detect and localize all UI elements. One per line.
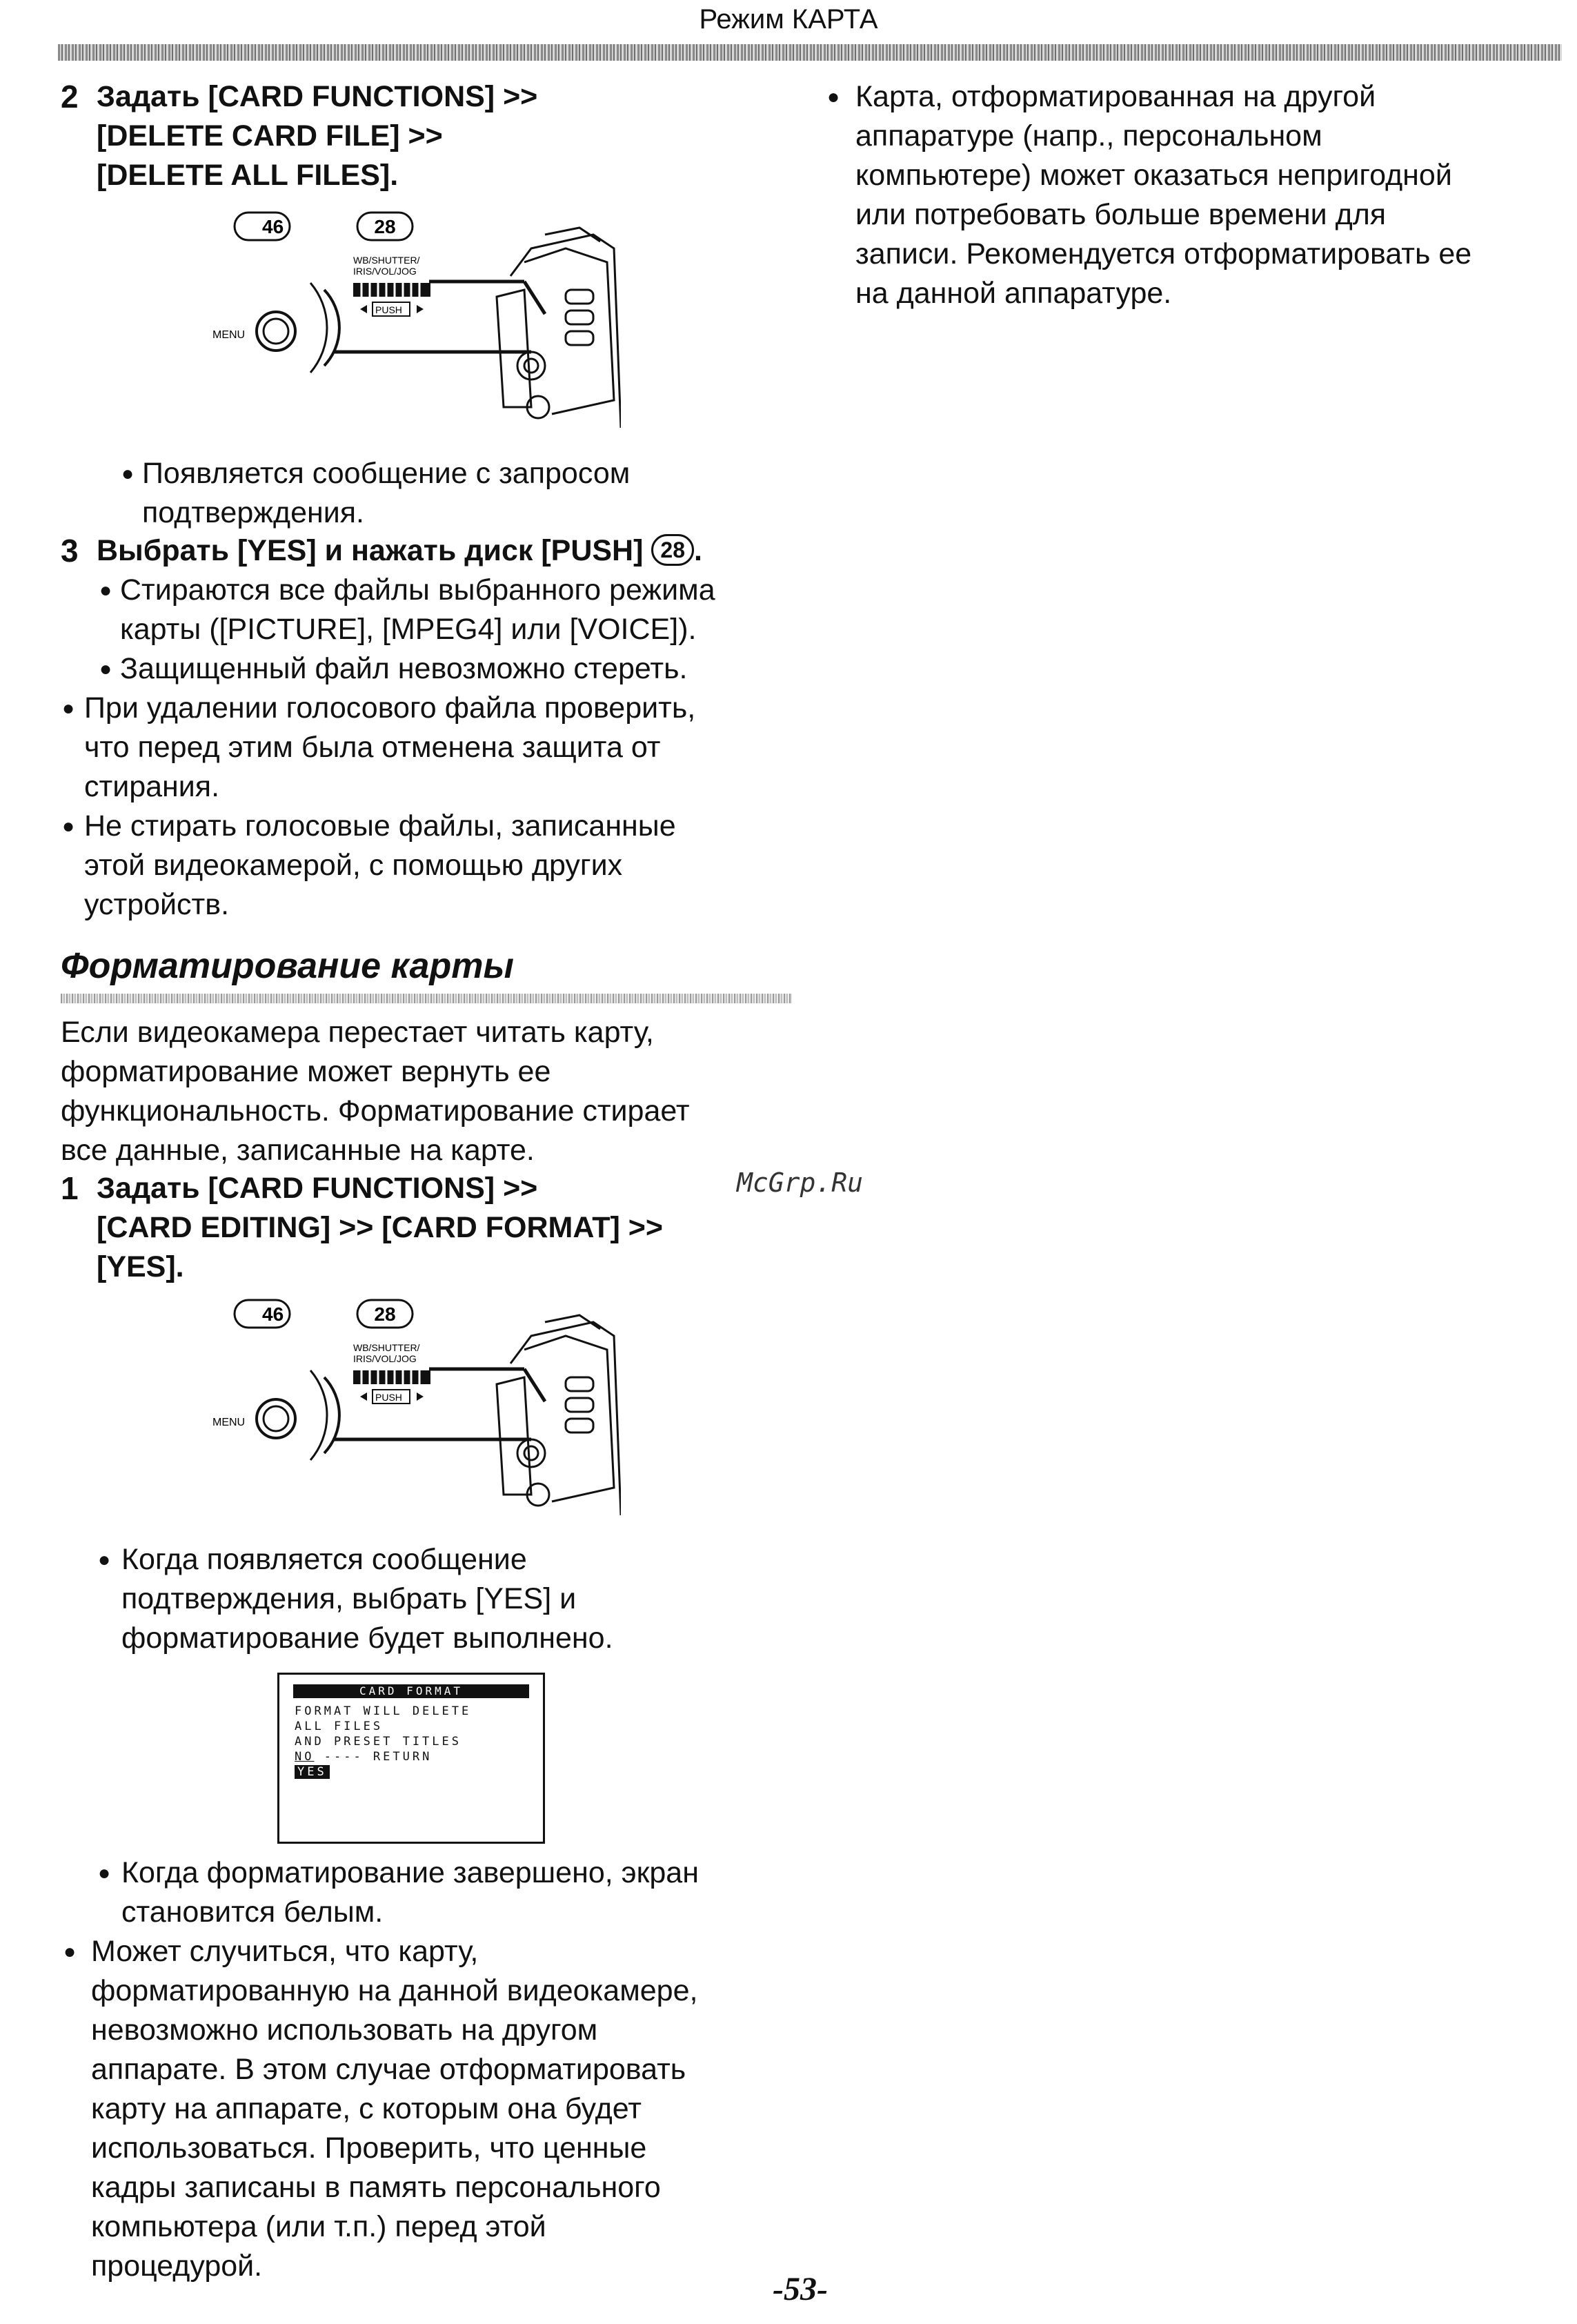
- push-label-2: PUSH: [375, 1392, 402, 1403]
- osd-option-yes: YES: [295, 1765, 330, 1779]
- osd-return: ---- RETURN: [324, 1750, 433, 1764]
- camera-figure-2: [207, 1294, 621, 1522]
- jog-label-2: IRIS/VOL/JOG: [353, 266, 417, 277]
- ref-28-2: 28: [374, 1303, 396, 1325]
- menu-label: MENU: [212, 329, 246, 341]
- step-2-number: 2: [61, 79, 79, 115]
- step-2: 2 Задать [CARD FUNCTIONS] >> [DELETE CARD FILE] >> [DELETE ALL FILES].: [61, 79, 538, 192]
- osd-line-2: ALL FILES: [295, 1720, 384, 1733]
- camera-figure-1: [207, 207, 621, 435]
- section-intro: Если видеокамера перестает читать карту, форматирование может вернуть ее функциональность. Форматирование стирает все данные, записанные на карте.: [61, 1016, 690, 1167]
- ref-28: 28: [374, 216, 396, 237]
- ref-46-2: 46: [262, 1303, 284, 1325]
- jog-label-1-2: WB/SHUTTER/: [353, 1342, 420, 1353]
- ref-28-inline: 28: [651, 534, 694, 566]
- notes-format: ● Может случиться, что карту, форматированную на данной видеокамере, невозможно использовать на другом аппарате. В этом случае отформатировать карту на аппарате, с которым она будет использоваться. Проверить, что ценные кадры записаны в память персонального компьютера (или т.п.) перед этой процедурой.: [63, 1935, 698, 2283]
- right-column-note: ● Карта, отформатированная на другой аппаратуре (напр., персональном компьютере) может оказаться непригодной или потребовать больше времени для записи. Рекомендуется отформатировать ее на данной аппаратуре.: [827, 80, 1472, 310]
- step-3: 3 Выбрать [YES] и нажать диск [PUSH] 28 . ● Стираются все файлы выбранного режима карты ([PICTURE], [MPEG4] или [VOICE]). ● Защищенный файл невозможно стереть.: [61, 533, 715, 685]
- step-2-bullet: ● Появляется сообщение с запросом подтверждения.: [121, 457, 631, 529]
- osd-line-3: AND PRESET TITLES: [295, 1735, 462, 1749]
- osd-header: CARD FORMAT: [293, 1684, 529, 1698]
- format-bullet-2: ● Когда форматирование завершено, экран становится белым.: [98, 1856, 699, 1929]
- jog-label-2-2: IRIS/VOL/JOG: [353, 1353, 417, 1364]
- format-step-1: 1 Задать [CARD FUNCTIONS] >> [CARD EDITING] >> [CARD FORMAT] >> [YES].: [61, 1170, 663, 1283]
- notes-delete: ● При удалении голосового файла проверить, что перед этим была отменена защита от стирания. ● Не стирать голосовые файлы, записанные этой видеокамерой, с помощью других устройств.: [62, 691, 696, 921]
- camcorder-illustration-2: [207, 1294, 621, 1522]
- format-step-1-number: 1: [61, 1170, 79, 1206]
- section-rule: [61, 994, 792, 1003]
- header-band: [58, 44, 1562, 61]
- push-label: PUSH: [375, 304, 402, 315]
- page-number: -53-: [773, 2271, 828, 2307]
- menu-label-2: MENU: [212, 1417, 246, 1428]
- format-bullet-1: ● Когда появляется сообщение подтверждения, выбрать [YES] и форматирование будет выполнено.: [98, 1543, 613, 1655]
- osd-line-1: FORMAT WILL DELETE: [295, 1704, 472, 1718]
- ref-46: 46: [262, 216, 284, 237]
- osd-card-format-screen: [277, 1673, 545, 1844]
- step-3-number: 3: [61, 533, 79, 569]
- page-header-title: Режим КАРТА: [699, 4, 878, 35]
- camcorder-illustration: [207, 207, 621, 435]
- step-3-title: Выбрать [YES] и нажать диск [PUSH]: [97, 534, 644, 567]
- jog-label-1: WB/SHUTTER/: [353, 255, 420, 266]
- section-title: Форматирование карты: [61, 946, 514, 986]
- osd-option-no: NO: [295, 1750, 315, 1764]
- watermark: McGrp.Ru: [737, 1168, 864, 1198]
